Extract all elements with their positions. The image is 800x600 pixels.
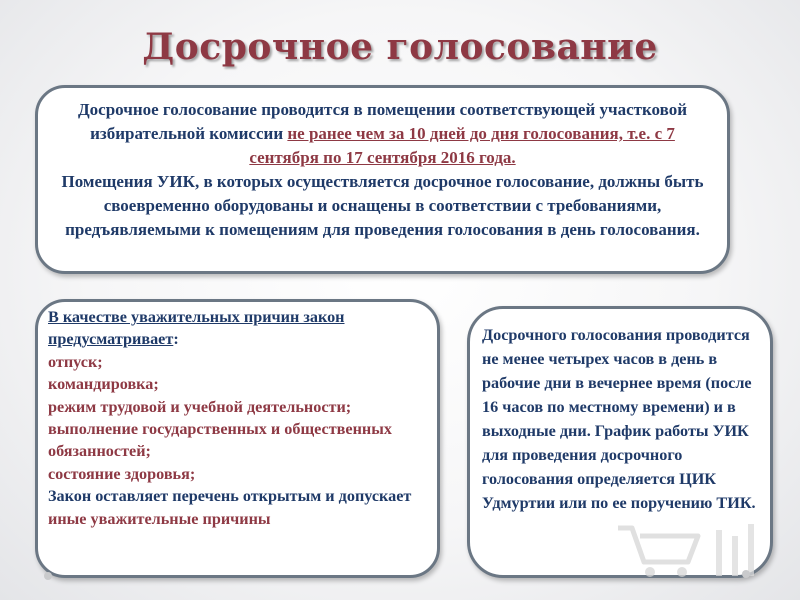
early-voting-period-box [35,85,730,274]
closing-highlight-text: иные уважительные причины [48,509,271,528]
reason-item: выполнение государственных и общественных обязанностей; [48,420,392,461]
reason-item: режим трудовой и учебной деятельности; [48,397,352,416]
page-title: Досрочное голосование [142,26,658,68]
voting-hours-box [467,306,773,578]
voting-hours-text: Досрочного голосования проводится не менее четырех часов в день в рабочие дни в вечернее время (после 16 часов по местному времени) и в выходные дни. График работы УИК для проведения досрочного голосования определяется ЦИК Удмуртии или по ее поручению ТИК. [482,326,756,512]
period-lead-text: Досрочное голосование проводится в помещении соответствующей участковой избирательной комиссии [77,100,687,143]
valid-reasons-box [35,299,440,578]
page-corner-dot-left [44,572,52,580]
reasons-closing [48,485,427,530]
period-highlight-text: не ранее чем за 10 дней до дня голосования, т.е. с 7 сентября по 17 сентября 2016 года. [249,124,675,167]
page-corner-dot-right [742,570,750,578]
reason-item: командировка; [48,375,159,394]
reason-item: отпуск; [48,352,103,371]
closing-lead-text: Закон оставляет перечень открытым и допускает [48,487,412,506]
reasons-heading [48,306,427,351]
premises-requirements-text: Помещения УИК, в которых осуществляется досрочное голосование, должны быть своевременно оборудованы и оснащены в соответствии с требованиями, предъявляемыми к помещениям для проведения голосования в день голосования. [61,172,704,239]
reason-item: состояние здоровья; [48,464,196,483]
reasons-heading-colon: : [173,330,179,349]
reasons-heading-underlined: В качестве уважительных причин закон предусматривает [48,308,345,349]
